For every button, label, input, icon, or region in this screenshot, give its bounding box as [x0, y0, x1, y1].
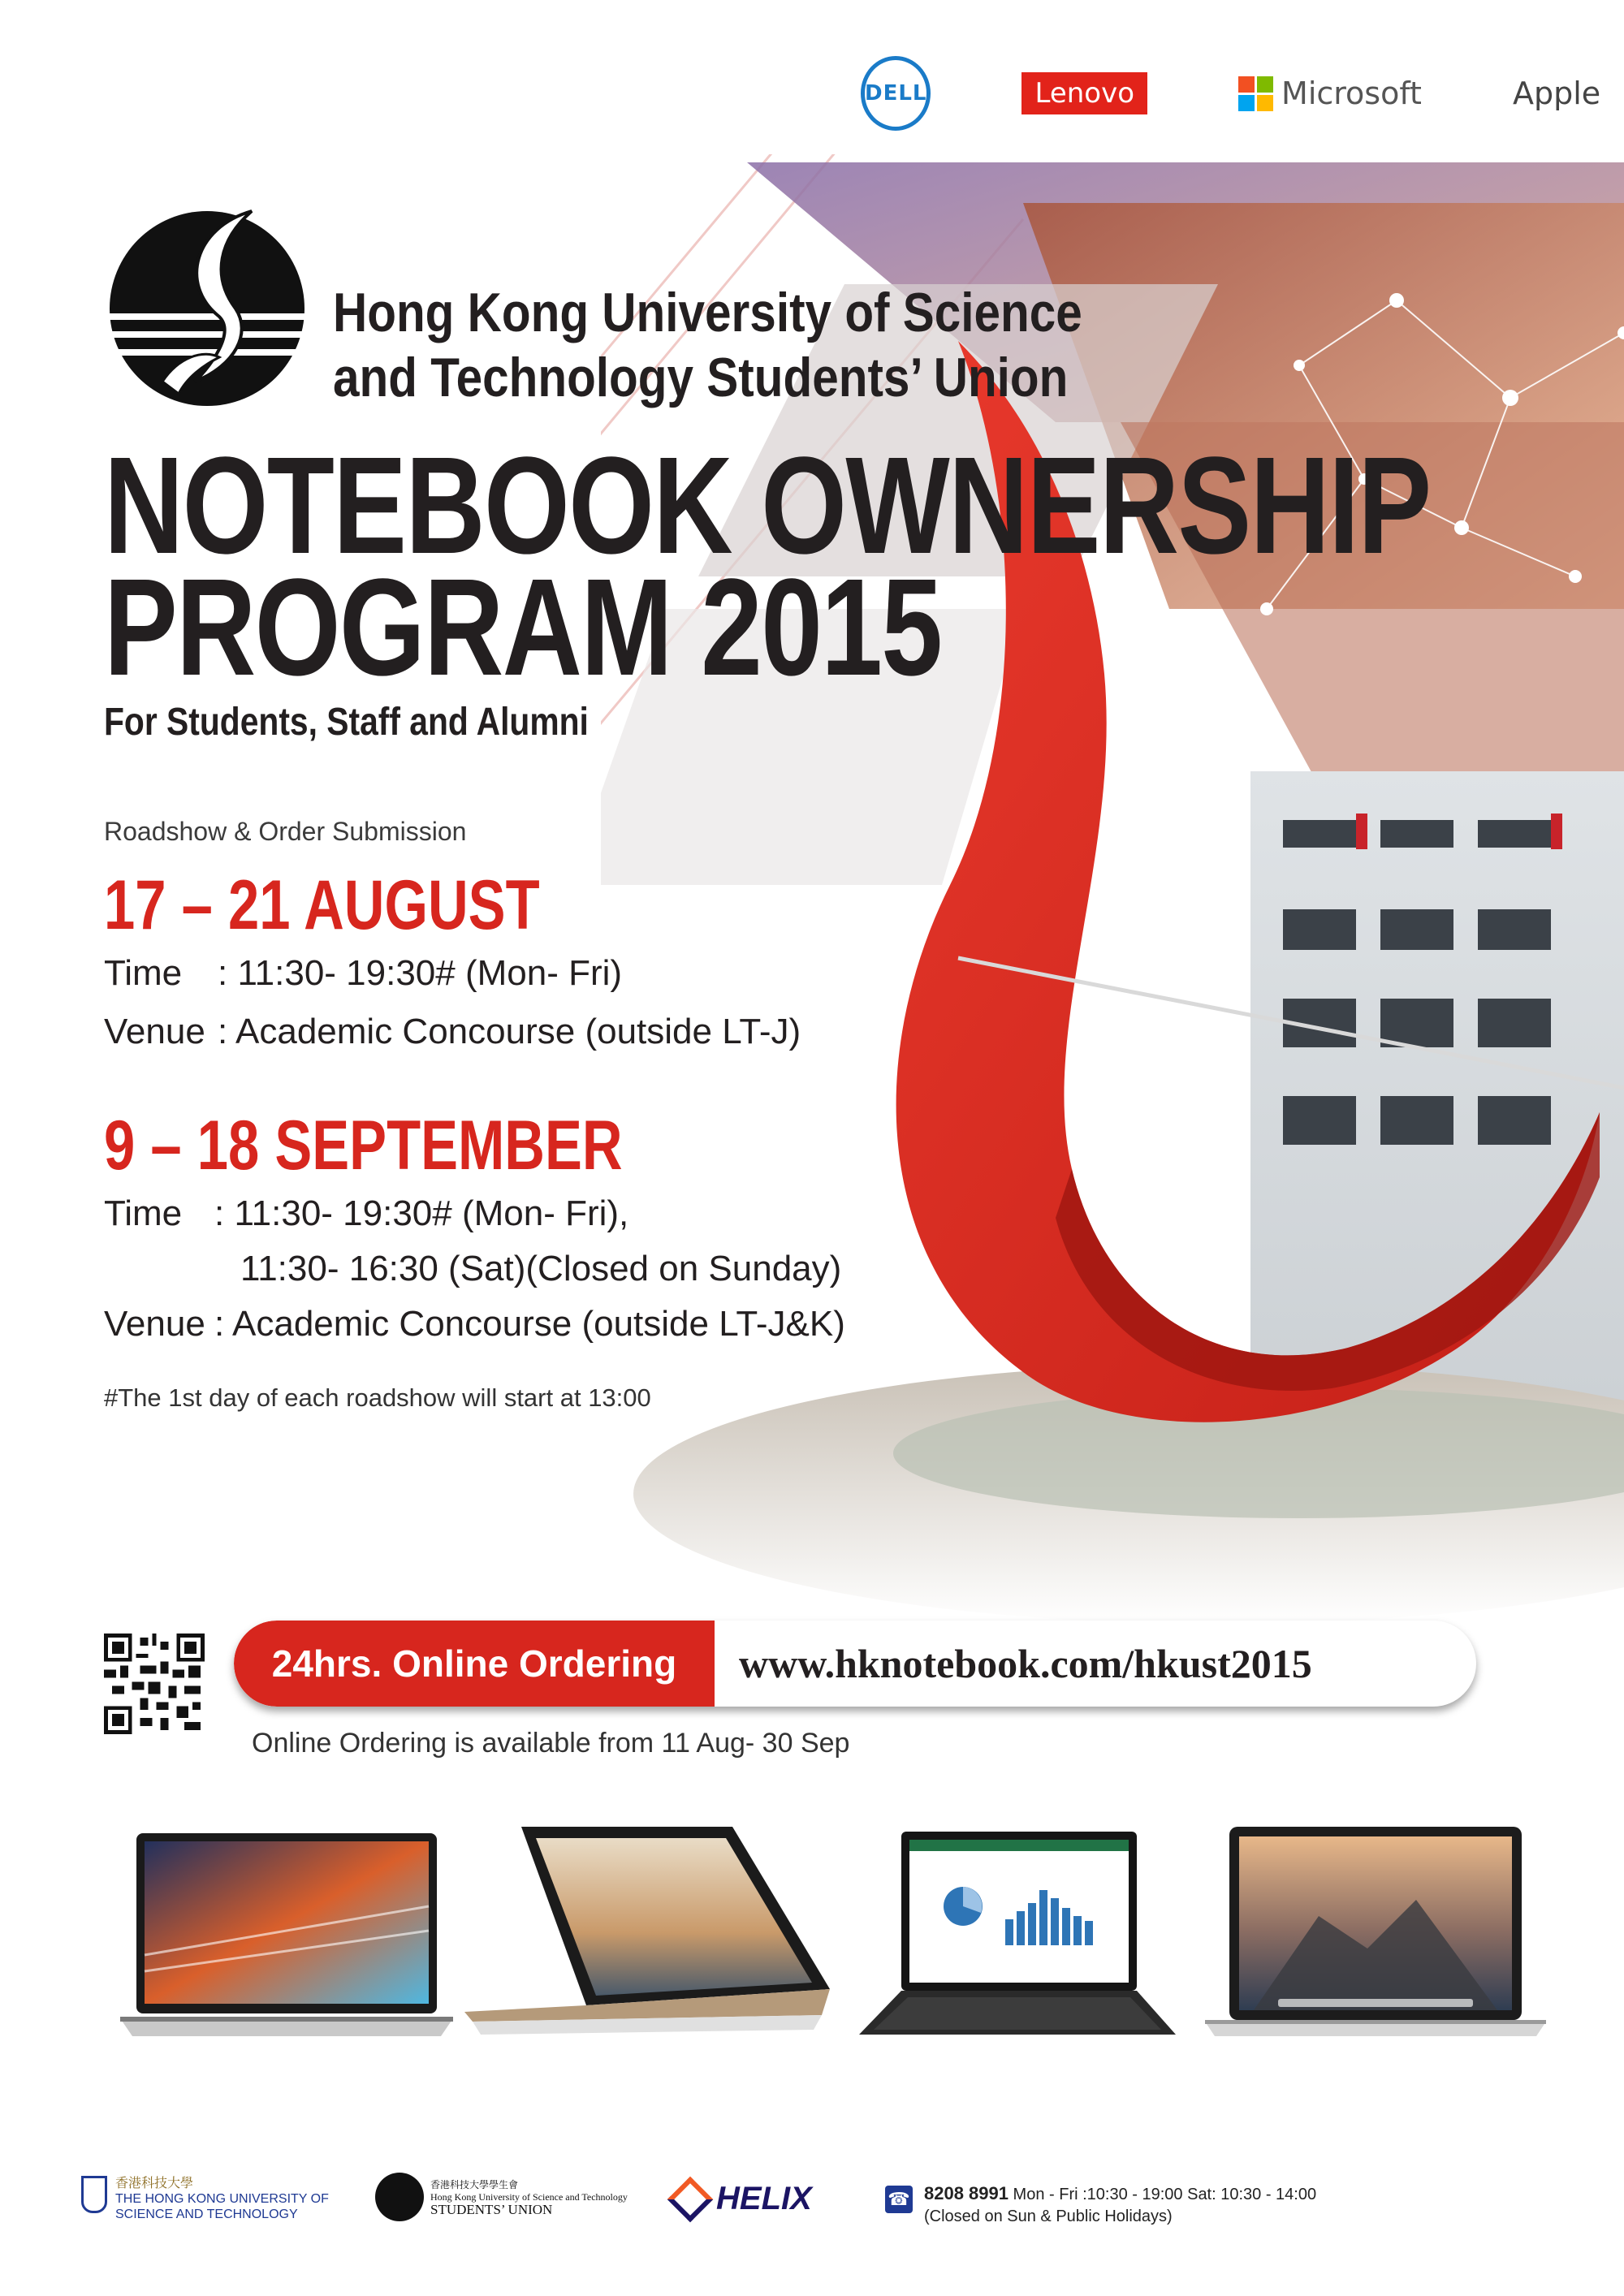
hkust-crest-icon — [81, 2176, 107, 2213]
microsoft-logo-text: Microsoft — [1281, 76, 1422, 111]
page-title — [104, 429, 1431, 705]
venue-label: Venue — [104, 1012, 205, 1051]
contact-hours: Mon - Fri :10:30 - 19:00 Sat: 10:30 - 14:00 — [1009, 2186, 1317, 2203]
microsoft-surface-image — [859, 1832, 1176, 2043]
organization-line-1: Hong Kong University of Science — [333, 282, 1082, 343]
apple-macbook-image — [1205, 1827, 1546, 2046]
apple-logo: Apple — [1512, 76, 1601, 111]
helix-logo — [674, 2181, 812, 2217]
subtitle: For Students, Staff and Alumni — [104, 701, 589, 744]
dell-logo-text: DELL — [865, 81, 927, 106]
time-value: : 11:30- 19:30# (Mon- Fri) — [218, 953, 623, 993]
su-chinese-name: 香港科技大學學生會 — [430, 2178, 519, 2190]
time-label: Time — [104, 1193, 183, 1233]
time-value: : 11:30- 19:30# (Mon- Fri), — [214, 1193, 629, 1233]
title-line-1: NOTEBOOK OWNERSHIP — [104, 429, 1431, 583]
lenovo-laptop-image — [464, 1827, 830, 2054]
students-union-emblem-icon — [375, 2173, 424, 2221]
lenovo-logo: Lenovo — [1021, 72, 1147, 114]
session-2-venue — [104, 1304, 845, 1344]
online-ordering-url[interactable]: www.hknotebook.com/hkust2015 — [739, 1641, 1312, 1686]
organization-line-2: and Technology Students’ Union — [333, 347, 1069, 408]
contact-text — [924, 2182, 1316, 2228]
su-name-line-2: STUDENTS’ UNION — [430, 2201, 553, 2217]
time-label: Time — [104, 953, 183, 993]
session-1-time — [104, 953, 622, 994]
students-union-footer-text — [430, 2179, 628, 2216]
contact-info — [885, 2182, 1316, 2228]
session-1-venue — [104, 1012, 801, 1052]
dell-laptop-image — [120, 1833, 453, 2044]
session-1-dates: 17 – 21 AUGUST — [104, 866, 540, 944]
laptop-gallery — [0, 1827, 1624, 2095]
online-ordering-banner[interactable] — [234, 1621, 1476, 1707]
phone-icon: ☎ — [885, 2186, 913, 2213]
hkust-name-line-1: THE HONG KONG UNIVERSITY OF — [115, 2192, 329, 2206]
session-2-time — [104, 1193, 628, 1234]
roadshow-label: Roadshow & Order Submission — [104, 817, 467, 846]
hkust-chinese-name: 香港科技大學 — [115, 2177, 194, 2190]
venue-value: : Academic Concourse (outside LT-J) — [218, 1012, 801, 1051]
title-line-2: PROGRAM 2015 — [104, 550, 942, 705]
session-2-dates: 9 – 18 SEPTEMBER — [104, 1107, 623, 1185]
microsoft-logo — [1238, 76, 1422, 111]
organization-name — [333, 280, 1082, 410]
sponsor-bar — [861, 57, 1601, 130]
session-2-time-saturday: 11:30- 16:30 (Sat)(Closed on Sunday) — [240, 1249, 842, 1288]
students-union-footer-logo — [375, 2173, 628, 2221]
students-union-logo — [97, 195, 317, 406]
contact-closed-note: (Closed on Sun & Public Holidays) — [924, 2208, 1173, 2225]
hkust-logo — [81, 2176, 329, 2222]
dell-logo — [861, 56, 931, 131]
hkust-name-line-2: SCIENCE AND TECHNOLOGY — [115, 2208, 298, 2221]
contact-phone[interactable]: 8208 8991 — [924, 2183, 1009, 2203]
venue-value: : Academic Concourse (outside LT-J&K) — [214, 1304, 845, 1344]
qr-code[interactable] — [104, 1634, 205, 1734]
su-name-line-1: Hong Kong University of Science and Technology — [430, 2190, 628, 2203]
microsoft-grid-icon — [1238, 76, 1273, 111]
helix-mark-icon — [667, 2176, 714, 2222]
hkust-logo-text — [115, 2176, 329, 2222]
online-ordering-note: Online Ordering is available from 11 Aug- 30 Sep — [252, 1728, 850, 1759]
venue-label: Venue — [104, 1304, 205, 1344]
footnote: #The 1st day of each roadshow will start at 13:00 — [104, 1383, 651, 1412]
online-ordering-label: 24hrs. Online Ordering — [234, 1621, 715, 1707]
helix-logo-text: HELIX — [716, 2181, 812, 2216]
